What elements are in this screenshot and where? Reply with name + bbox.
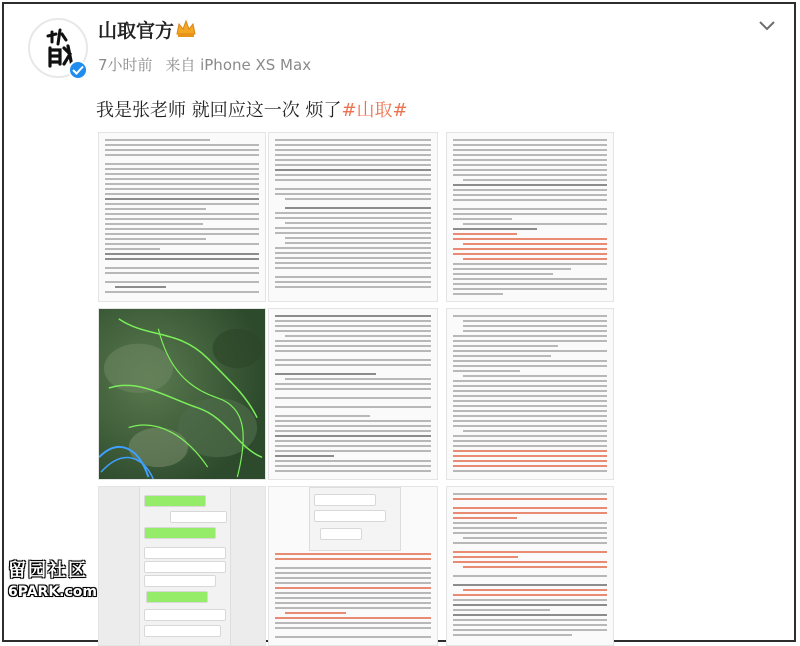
document-text-line: [453, 169, 607, 171]
document-text-line: [275, 406, 431, 408]
document-text-line: [463, 589, 607, 591]
document-text-line: [105, 248, 160, 250]
document-text-line: [275, 247, 431, 249]
document-text-line: [453, 315, 607, 317]
document-text-line: [463, 243, 607, 245]
document-text-line: [285, 612, 346, 614]
document-text-line: [105, 267, 259, 269]
document-text-line: [463, 566, 607, 568]
document-text-line: [275, 572, 431, 574]
document-text-line: [105, 198, 259, 200]
document-text-line: [105, 213, 259, 215]
chevron-down-icon[interactable]: [758, 20, 776, 32]
document-text-line: [453, 395, 607, 397]
weibo-post-card: [2, 2, 796, 642]
document-text-line: [275, 154, 431, 156]
document-text-line: [275, 286, 431, 288]
document-text-line: [453, 268, 571, 270]
image-thumbnail-2[interactable]: [268, 132, 438, 302]
document-text-line: [453, 527, 607, 529]
username[interactable]: 山取官方: [98, 20, 175, 42]
document-text-line: [275, 281, 431, 283]
document-text-line: [275, 450, 431, 452]
document-text-line: [275, 345, 431, 347]
chat-bubble: [146, 591, 208, 603]
document-text-line: [275, 470, 431, 472]
chat-bubble: [144, 625, 221, 637]
chat-bubble: [144, 561, 226, 573]
document-text-line: [275, 232, 431, 234]
chat-bubble: [314, 494, 376, 506]
chat-bubble: [144, 575, 216, 587]
document-text-line: [275, 340, 431, 342]
document-text-line: [275, 364, 431, 366]
document-text-line: [453, 604, 607, 606]
document-text-line: [105, 173, 259, 175]
document-text-line: [275, 587, 431, 589]
chat-bubble: [144, 609, 226, 621]
site-watermark: [8, 556, 97, 600]
document-text-line: [453, 614, 607, 616]
document-text-line: [453, 584, 607, 586]
document-text-line: [275, 558, 431, 560]
vip-crown-icon: [175, 18, 197, 38]
document-text-line: [275, 267, 431, 269]
document-text-line: [453, 293, 503, 295]
document-text-line: [275, 188, 431, 190]
document-text-line: [275, 325, 431, 327]
document-text-line: [275, 144, 431, 146]
document-text-line: [105, 228, 259, 230]
document-text-line: [453, 561, 607, 563]
document-text-line: [105, 139, 210, 141]
image-thumbnail-7[interactable]: [98, 486, 266, 646]
chat-bubble: [144, 547, 226, 559]
document-text-line: [453, 450, 607, 452]
image-thumbnail-1[interactable]: [98, 132, 266, 302]
document-text-line: [105, 183, 259, 185]
document-text-line: [105, 193, 259, 195]
document-text-line: [275, 440, 431, 442]
document-text-line: [275, 415, 370, 417]
image-thumbnail-5[interactable]: [268, 308, 438, 480]
image-thumbnail-6[interactable]: [446, 308, 614, 480]
document-text-line: [275, 577, 431, 579]
document-text-line: [275, 330, 431, 332]
document-text-line: [463, 430, 607, 432]
document-text-line: [275, 373, 376, 375]
document-text-line: [453, 380, 607, 382]
document-text-line: [453, 335, 607, 337]
image-thumbnail-3[interactable]: [446, 132, 614, 302]
document-text-line: [275, 383, 431, 385]
document-text-line: [453, 253, 607, 255]
document-text-line: [275, 193, 431, 195]
document-text-line: [275, 262, 431, 264]
document-text-line: [453, 460, 607, 462]
document-text-line: [453, 609, 550, 611]
chat-bubble: [144, 527, 216, 539]
document-text-line: [463, 537, 607, 539]
document-text-line: [453, 199, 607, 201]
verified-badge-icon: [68, 60, 88, 80]
document-text-line: [285, 335, 431, 337]
document-text-line: [275, 430, 431, 432]
document-text-line: [453, 390, 607, 392]
post-meta: [98, 54, 319, 75]
document-text-line: [275, 257, 431, 259]
document-text-line: [453, 139, 607, 141]
watermark-line2: 6PARK.com: [8, 584, 98, 600]
document-text-line: [105, 291, 259, 293]
document-text-line: [105, 272, 259, 274]
document-text-line: [453, 164, 607, 166]
document-text-line: [275, 227, 431, 229]
document-text-line: [453, 440, 607, 442]
document-text-line: [285, 207, 431, 209]
image-thumbnail-4[interactable]: [98, 308, 266, 480]
document-text-line: [453, 218, 512, 220]
document-text-line: [275, 553, 431, 555]
document-text-line: [275, 164, 431, 166]
document-text-line: [275, 622, 431, 624]
document-text-line: [275, 435, 431, 437]
document-text-line: [463, 223, 607, 225]
document-text-line: [453, 365, 607, 367]
document-text-line: [275, 567, 431, 569]
document-text-line: [453, 634, 572, 636]
chat-phone-screen: [139, 487, 231, 646]
post-header: [18, 14, 778, 94]
document-text-line: [453, 594, 607, 596]
document-text-line: [105, 238, 206, 240]
document-text-line: [453, 238, 607, 240]
document-text-line: [453, 420, 607, 422]
document-text-line: [453, 410, 607, 412]
document-text-line: [275, 460, 431, 462]
image-thumbnail-8[interactable]: [268, 486, 438, 646]
document-text-line: [453, 415, 607, 417]
document-text-line: [105, 188, 259, 190]
document-text-line: [105, 168, 259, 170]
document-text-line: [285, 198, 431, 200]
document-text-line: [453, 194, 607, 196]
document-text-line: [275, 597, 431, 599]
document-text-line: [453, 435, 607, 437]
document-text-line: [105, 243, 259, 245]
document-text-line: [453, 360, 607, 362]
document-text-line: [105, 258, 259, 260]
document-text-line: [275, 617, 431, 619]
document-text-line: [105, 253, 259, 255]
document-text-line: [275, 465, 431, 467]
document-text-line: [275, 445, 431, 447]
document-text-line: [453, 425, 607, 427]
document-text-line: [453, 507, 607, 509]
document-text-line: [275, 276, 431, 278]
document-text-line: [453, 542, 607, 544]
document-text-line: [453, 517, 517, 519]
document-text-line: [275, 315, 431, 317]
document-text-line: [453, 445, 607, 447]
watermark-line1: 留园社区: [8, 560, 88, 581]
chat-phone-screen: [309, 487, 401, 551]
document-text-line: [453, 522, 607, 524]
document-text-line: [453, 619, 607, 621]
document-text-line: [105, 208, 206, 210]
document-text-line: [453, 283, 607, 285]
document-text-line: [453, 575, 607, 577]
document-text-line: [275, 159, 431, 161]
document-text-line: [105, 218, 259, 220]
document-text-line: [275, 636, 431, 638]
document-text-line: [105, 233, 259, 235]
document-text-line: [105, 281, 259, 283]
document-text-line: [453, 470, 607, 472]
document-text-line: [275, 149, 431, 151]
document-text-line: [463, 375, 607, 377]
document-text-line: [453, 345, 558, 347]
document-text-line: [285, 237, 431, 239]
document-text-line: [275, 359, 431, 361]
document-text-line: [453, 228, 537, 230]
document-text-line: [453, 493, 607, 495]
document-text-line: [463, 325, 607, 327]
document-text-line: [453, 629, 607, 631]
document-text-line: [463, 179, 607, 181]
document-text-line: [453, 278, 607, 280]
document-text-line: [453, 350, 607, 352]
document-text-line: [453, 498, 607, 500]
document-text-line: [453, 174, 607, 176]
document-text-line: [275, 607, 431, 609]
document-text-line: [275, 169, 431, 171]
document-text-line: [453, 624, 607, 626]
post-time[interactable]: 7小时前: [98, 56, 153, 74]
document-text-line: [453, 455, 607, 457]
document-text-line: [453, 149, 607, 151]
document-text-line: [275, 212, 431, 214]
document-text-line: [275, 174, 431, 176]
document-text-line: [453, 370, 520, 372]
document-text-line: [275, 252, 431, 254]
document-text-line: [285, 378, 431, 380]
document-text-line: [453, 184, 607, 186]
document-text-line: [463, 330, 607, 332]
document-text-line: [275, 627, 431, 629]
post-text-main: 我是张老师 就回应这一次 烦了: [96, 100, 342, 121]
document-text-line: [453, 512, 607, 514]
document-text-line: [453, 288, 607, 290]
document-text-line: [453, 263, 607, 265]
document-text-line: [105, 178, 259, 180]
document-text-line: [105, 149, 259, 151]
document-text-line: [453, 556, 518, 558]
document-text-line: [453, 400, 607, 402]
chat-bubble: [314, 510, 386, 522]
document-text-line: [453, 385, 607, 387]
post-source: 来自 iPhone XS Max: [165, 56, 312, 74]
document-text-line: [463, 258, 607, 260]
document-text-line: [453, 233, 517, 235]
document-text-line: [453, 465, 607, 467]
document-text-line: [453, 144, 607, 146]
document-text-line: [453, 405, 607, 407]
document-text-line: [285, 222, 431, 224]
document-text-line: [275, 455, 334, 457]
document-text-line: [275, 425, 431, 427]
document-text-line: [275, 420, 431, 422]
post-content: [96, 96, 408, 122]
document-text-line: [275, 602, 431, 604]
document-text-line: [105, 154, 259, 156]
document-text-line: [105, 163, 259, 165]
document-text-line: [275, 592, 431, 594]
document-text-line: [105, 203, 259, 205]
document-text-line: [275, 388, 431, 390]
document-text-line: [453, 248, 607, 250]
document-text-line: [453, 599, 607, 601]
document-text-line: [453, 213, 607, 215]
document-text-line: [275, 397, 431, 399]
document-text-line: [463, 320, 607, 322]
document-text-line: [453, 189, 607, 191]
document-text-line: [105, 144, 259, 146]
document-text-line: [453, 340, 607, 342]
document-text-line: [275, 320, 431, 322]
document-text-line: [453, 532, 607, 534]
document-text-line: [285, 242, 431, 244]
document-text-line: [453, 355, 551, 357]
chat-bubble: [320, 528, 362, 540]
document-text-line: [275, 217, 431, 219]
hashtag-link[interactable]: #山取#: [341, 100, 408, 121]
document-text-line: [275, 139, 431, 141]
document-text-line: [453, 208, 607, 210]
document-text-line: [275, 350, 431, 352]
image-thumbnail-9[interactable]: [446, 486, 614, 646]
chat-bubble: [170, 511, 227, 523]
chat-bubble: [144, 495, 206, 507]
document-text-line: [115, 286, 166, 288]
document-text-line: [453, 154, 607, 156]
document-text-line: [105, 223, 203, 225]
document-text-line: [453, 159, 607, 161]
satellite-map-image: [99, 309, 265, 479]
document-text-line: [453, 551, 607, 553]
document-text-line: [275, 582, 431, 584]
document-text-line: [275, 179, 431, 181]
document-text-line: [453, 273, 553, 275]
